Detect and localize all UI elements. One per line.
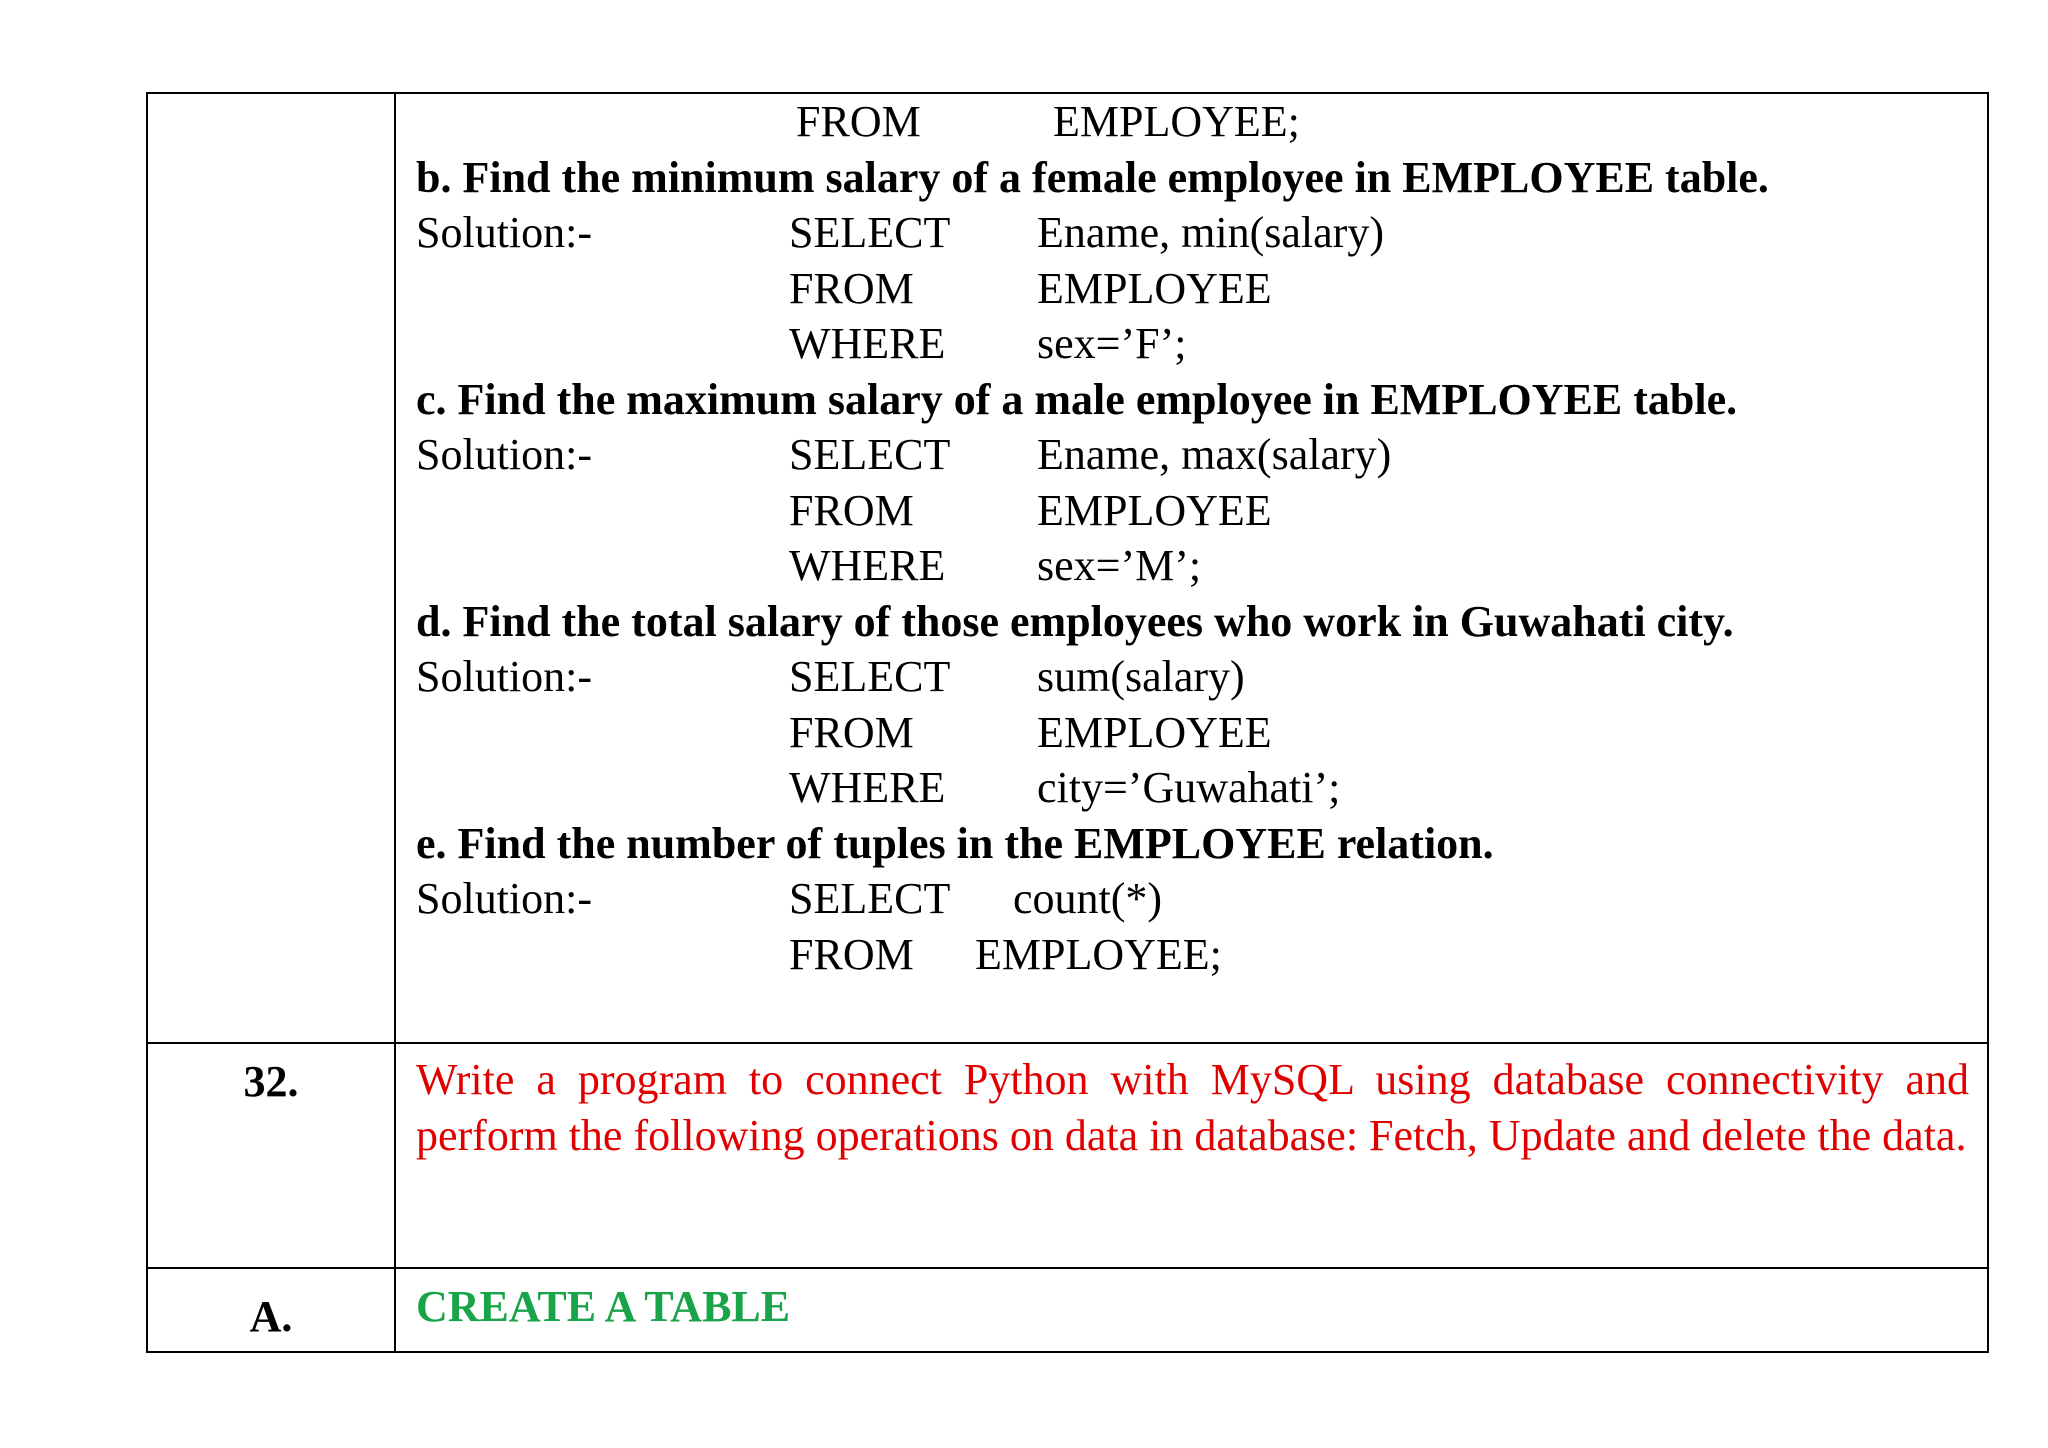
sql-solutions-cell	[395, 93, 1988, 1043]
sql-value: Ename, min(salary)	[1037, 208, 1384, 257]
select-line	[416, 427, 1969, 483]
sql-keyword: FROM	[796, 97, 921, 146]
question-text: b. Find the minimum salary of a female employee in EMPLOYEE table.	[416, 152, 1769, 202]
question-text: e. Find the number of tuples in the EMPLOYEE relation.	[416, 818, 1494, 868]
from-line	[416, 705, 1969, 761]
sql-keyword: SELECT	[789, 652, 951, 701]
question-d	[416, 594, 1969, 650]
sql-value: EMPLOYEE	[1037, 707, 1272, 757]
sql-keyword: FROM	[789, 929, 914, 979]
sql-value: sex=’F’;	[1037, 319, 1187, 368]
solution-label: Solution:-	[416, 208, 593, 257]
solution-label: Solution:-	[416, 430, 593, 479]
select-line	[416, 649, 1969, 705]
continuation-line	[416, 94, 1969, 150]
question-text: d. Find the total salary of those employees who work in Guwahati city.	[416, 596, 1734, 646]
question-32-text: Write a program to connect Python with MySQL using database connectivity and perform the following operations on data in database: Fetch, Update and delete the data.	[416, 1055, 1969, 1160]
sql-keyword: WHERE	[789, 541, 946, 590]
document-table	[146, 92, 1989, 1353]
question-number-label: 32.	[243, 1057, 299, 1106]
question-32-cell	[395, 1043, 1988, 1268]
where-line	[416, 538, 1969, 594]
sql-value: count(*)	[1013, 874, 1163, 923]
solution-label: Solution:-	[416, 874, 593, 923]
sql-value: EMPLOYEE	[1037, 485, 1272, 535]
from-line	[416, 261, 1969, 317]
from-line	[416, 483, 1969, 539]
sql-solutions-row	[147, 93, 1988, 1043]
sql-value: EMPLOYEE	[1037, 263, 1272, 313]
where-line	[416, 316, 1969, 372]
sql-value: city=’Guwahati’;	[1037, 763, 1341, 812]
sql-value: sum(salary)	[1037, 652, 1245, 701]
question-number	[147, 1043, 395, 1268]
question-b	[416, 150, 1969, 206]
sql-value: Ename, max(salary)	[1037, 430, 1392, 479]
sql-value: EMPLOYEE;	[1053, 97, 1300, 146]
section-label-cell	[147, 1268, 395, 1352]
section-heading-cell	[395, 1268, 1988, 1352]
sql-keyword: FROM	[789, 707, 914, 757]
sql-keyword: WHERE	[789, 763, 946, 812]
sql-keyword: WHERE	[789, 319, 946, 368]
sql-value: EMPLOYEE;	[975, 929, 1222, 979]
solution-label: Solution:-	[416, 652, 593, 701]
section-a-row	[147, 1268, 1988, 1352]
select-line	[416, 205, 1969, 261]
question-text: c. Find the maximum salary of a male employee in EMPLOYEE table.	[416, 374, 1738, 424]
select-line	[416, 871, 1969, 927]
sql-keyword: SELECT	[789, 208, 951, 257]
question-32-row	[147, 1043, 1988, 1268]
sql-keyword: SELECT	[789, 874, 951, 923]
where-line	[416, 760, 1969, 816]
number-cell-empty	[147, 93, 395, 1043]
question-c	[416, 372, 1969, 428]
section-heading: CREATE A TABLE	[416, 1282, 791, 1331]
sql-keyword: FROM	[789, 485, 914, 535]
from-line	[416, 927, 1969, 983]
sql-keyword: SELECT	[789, 430, 951, 479]
question-e	[416, 816, 1969, 872]
sql-keyword: FROM	[789, 263, 914, 313]
sql-value: sex=’M’;	[1037, 541, 1202, 590]
section-label: A.	[249, 1292, 293, 1341]
